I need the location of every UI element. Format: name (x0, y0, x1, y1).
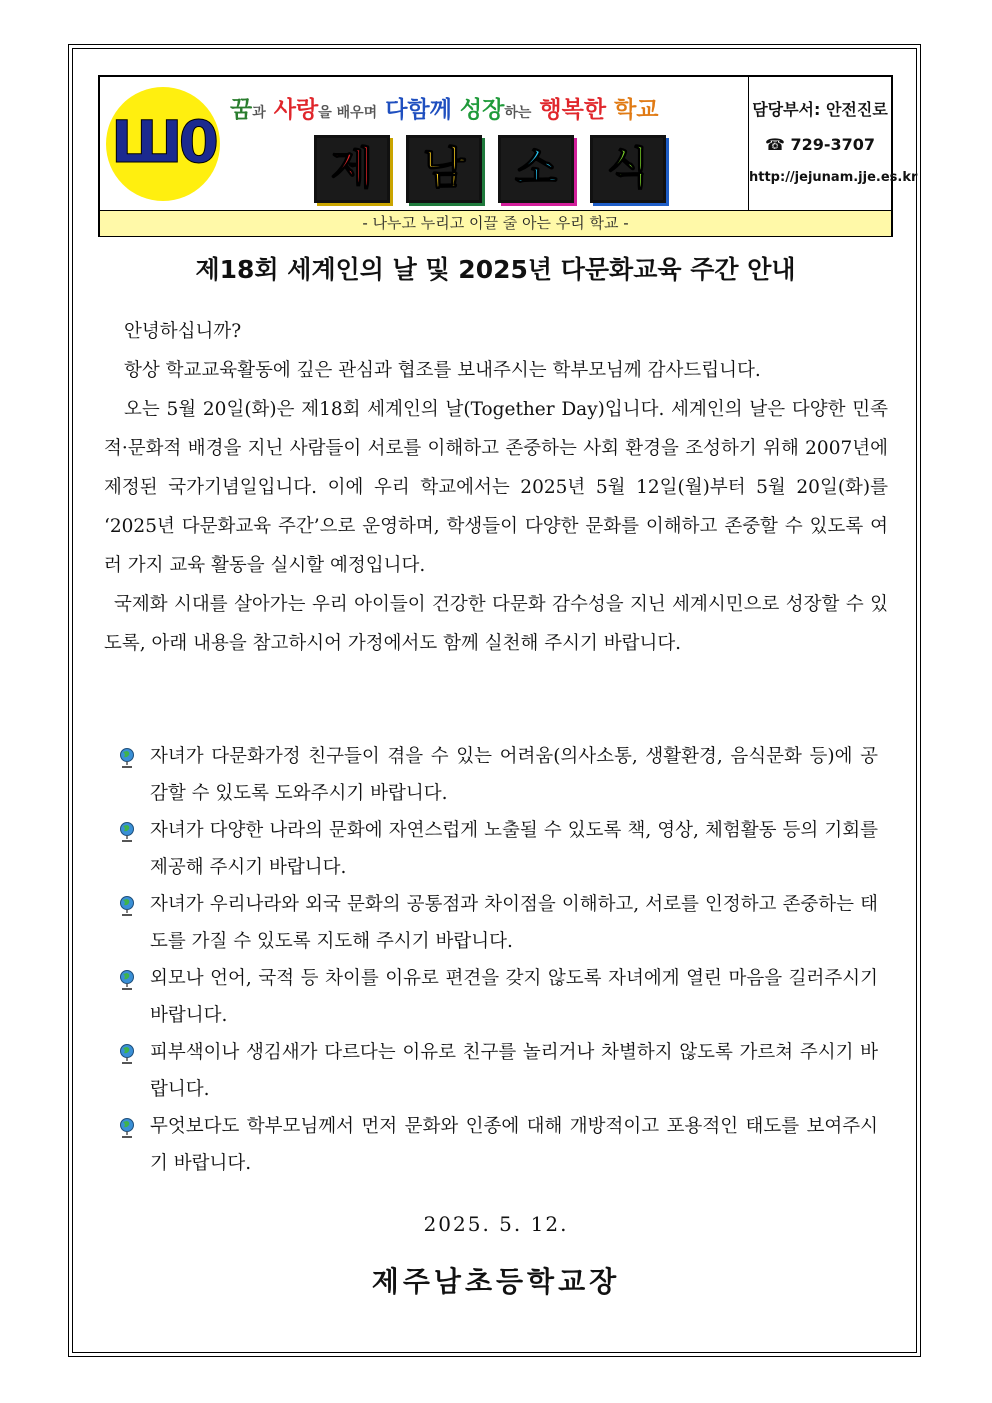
list-item (118, 960, 878, 1034)
list-item-text: 자녀가 우리나라와 외국 문화의 공통점과 차이점을 이해하고, 서로를 인정하고 존중하는 태도를 가질 수 있도록 지도해 주시기 바랍니다. (150, 894, 878, 952)
name-tile: 제 (314, 135, 390, 203)
globe-icon (118, 747, 136, 769)
list-item (118, 886, 878, 960)
phone-number: 729-3707 (790, 135, 876, 154)
globe-icon (118, 1117, 136, 1139)
phone-line (749, 135, 891, 154)
slogan-part: 과 (252, 105, 266, 121)
globe-icon (118, 821, 136, 843)
list-item (118, 738, 878, 812)
slogan-part: 하는 (504, 105, 532, 121)
header-banner (100, 77, 749, 210)
document-date: 2025. 5. 12. (423, 1212, 569, 1236)
department: 담당부서: 안전진로 (752, 100, 888, 119)
globe-icon (118, 1043, 136, 1065)
newsletter-header (98, 75, 918, 237)
globe-icon (118, 895, 136, 917)
recommendation-list (118, 738, 878, 1182)
paragraph: 항상 학교교육활동에 깊은 관심과 협조를 보내주시는 학부모님께 감사드립니다. (124, 360, 761, 381)
slogan-part: 성장 (459, 97, 505, 123)
name-tile: 남 (406, 135, 482, 203)
list-item (118, 1034, 878, 1108)
list-item (118, 812, 878, 886)
slogan-part: 사랑 (273, 97, 319, 123)
logo-text: Ш0 (110, 108, 215, 176)
greeting: 안녕하십니까? (124, 321, 242, 342)
name-tile: 소 (498, 135, 574, 203)
slogan-part: 다함께 (385, 97, 452, 123)
school-slogan (230, 91, 750, 124)
paragraph: 오는 5월 20일(화)은 제18회 세계인의 날(Together Day)입니다. 세계인의 날은 다양한 민족적·문화적 배경을 지닌 사람들이 서로를 이해하고 존중하는 사회 환경을 조성하기 위해 2007년에 제정된 국가기념일입니다. 이에 우리 학교에서는 2025년 5월 12일(월)부터 5월 20일(화)를 ‘2025년 다문화교육 주간’으로 운영하며, 학생들이 다양한 문화를 이해하고 존중할 수 있도록 여러 가지 교육 활동을 실시할 예정입니다. (104, 399, 888, 576)
list-item-text: 자녀가 다문화가정 친구들이 겪을 수 있는 어려움(의사소통, 생활환경, 음식문화 등)에 공감할 수 있도록 도와주시기 바랍니다. (150, 746, 878, 804)
globe-icon (118, 969, 136, 991)
school-motto: - 나누고 누리고 이끌 줄 아는 우리 학교 - (100, 210, 891, 236)
letter-body (104, 312, 888, 663)
slogan-part: 학교 (614, 97, 659, 123)
paragraph: 국제화 시대를 살아가는 우리 아이들이 건강한 다문화 감수성을 지닌 세계시민으로 성장할 수 있도록, 아래 내용을 참고하시어 가정에서도 함께 실천해 주시기 바랍니다. (104, 594, 888, 654)
list-item (118, 1108, 878, 1182)
slogan-part: 을 배우며 (318, 105, 378, 121)
slogan-part: 꿈 (230, 97, 253, 123)
school-logo (106, 87, 220, 201)
list-item-text: 피부색이나 생김새가 다르다는 이유로 친구를 놀리거나 차별하지 않도록 가르쳐 주시기 바랍니다. (150, 1042, 878, 1100)
list-item-text: 자녀가 다양한 나라의 문화에 자연스럽게 노출될 수 있도록 책, 영상, 체험활동 등의 기회를 제공해 주시기 바랍니다. (150, 820, 878, 878)
telephone-icon: ☎ (764, 135, 785, 154)
name-tile: 식 (590, 135, 666, 203)
contact-box (749, 77, 918, 210)
list-item-text: 외모나 언어, 국적 등 차이를 이유로 편견을 갖지 않도록 자녀에게 열린 마음을 길러주시기 바랍니다. (150, 968, 878, 1026)
list-item-text: 무엇보다도 학부모님께서 먼저 문화와 인종에 대해 개방적이고 포용적인 태도를 보여주시기 바랍니다. (150, 1116, 878, 1174)
slogan-part: 행복한 (539, 97, 607, 123)
signer: 제주남초등학교장 (371, 1265, 621, 1298)
school-url[interactable]: http://jejunam.jje.es.kr (749, 170, 918, 185)
page-title: 제18회 세계인의 날 및 2025년 다문화교육 주간 안내 (195, 255, 796, 284)
